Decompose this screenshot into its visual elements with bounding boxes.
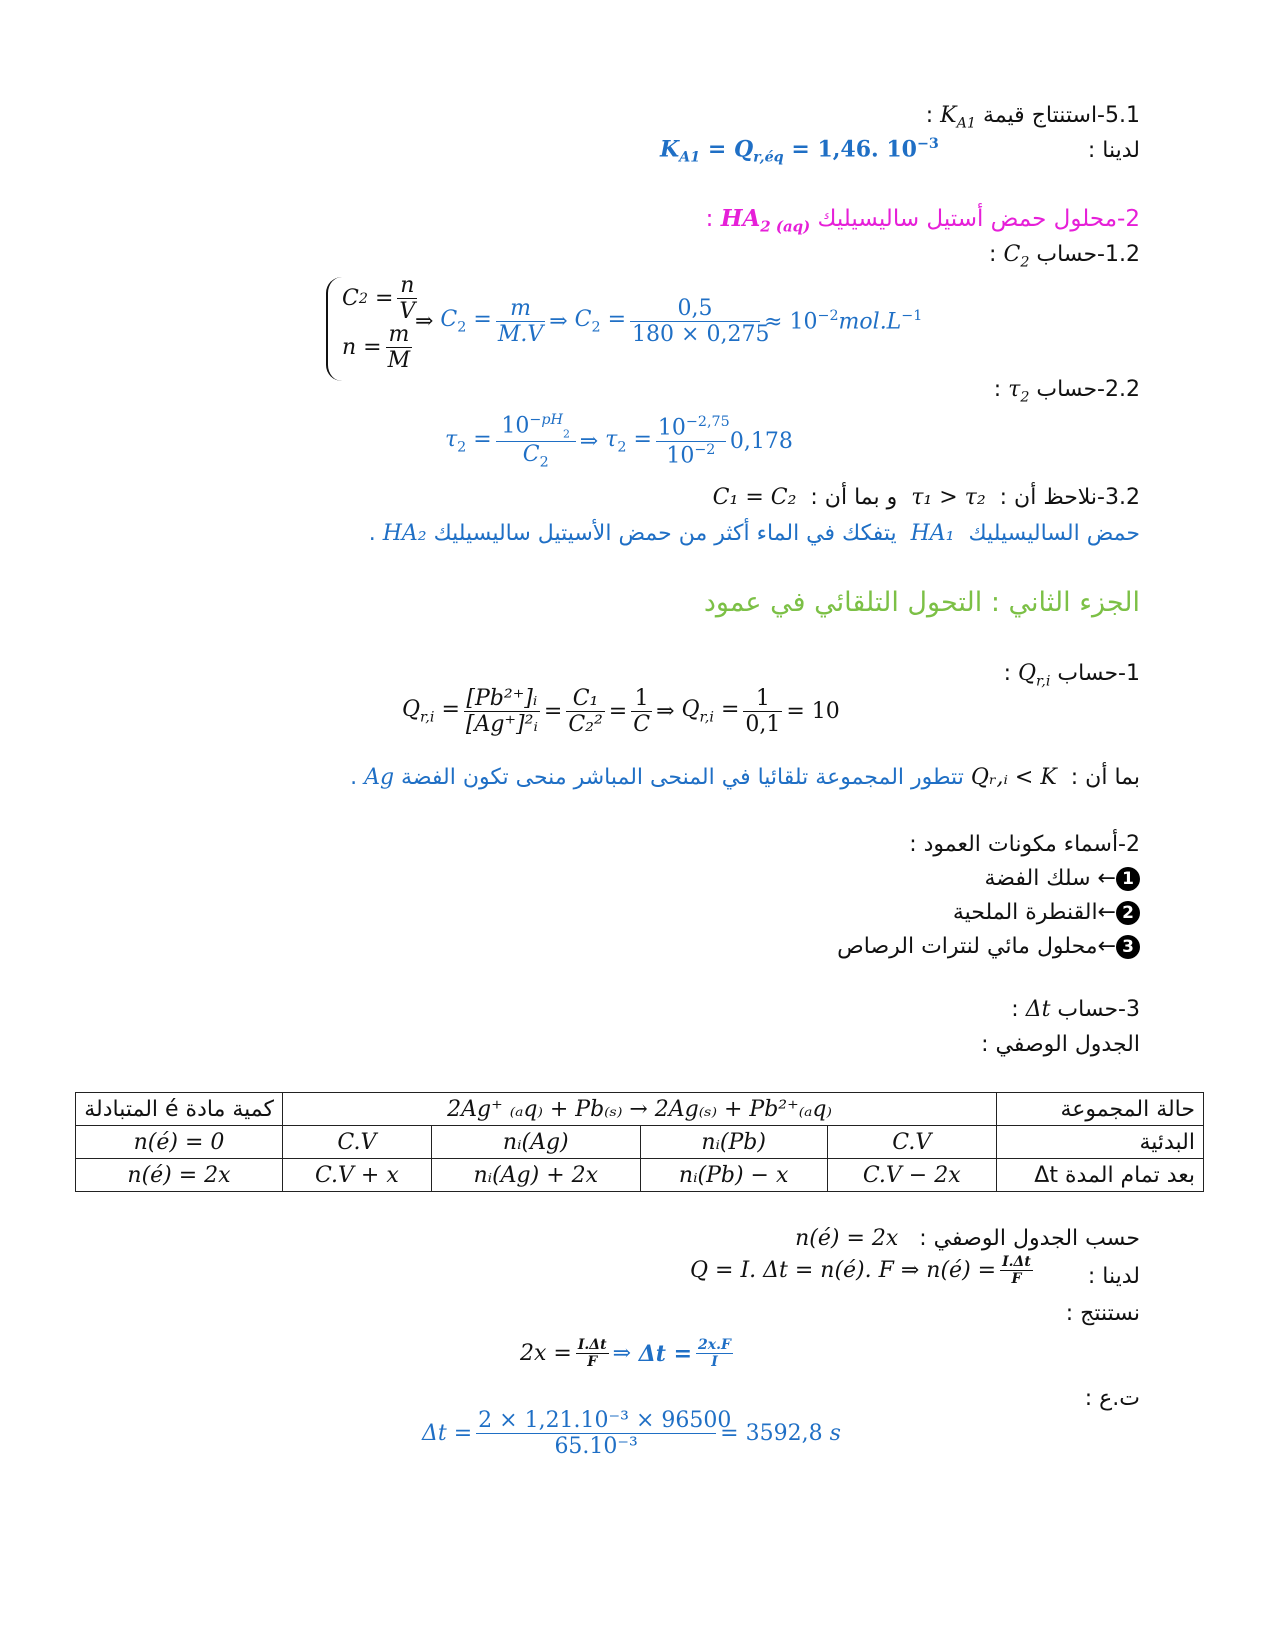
table-cell: nᵢ(Ag) + 2x xyxy=(431,1159,640,1192)
deduce-line: نستنتج : xyxy=(1065,1301,1140,1326)
s51-have: لدينا : xyxy=(1087,138,1140,163)
table-header-row xyxy=(76,1093,1204,1126)
table-cell: nᵢ(Ag) xyxy=(431,1126,640,1159)
s32-title: 3.2-نلاحظ أن : τ₁ > τ₂ و بما أن : C₁ = C₂ xyxy=(712,485,1140,510)
tau2-calculation: $\tau_2$ = $\frac{10^{-pH}_2}{C_2}$ ⇒ $\tau_2$ = $\frac{10^{-2,75}}{10^{-2}}$ 0,178 xyxy=(445,412,793,471)
table-cell: C.V + x xyxy=(283,1159,432,1192)
s51-title: 5.1-استنتاج قيمة $K_{A1}$ : xyxy=(925,103,1140,132)
numeric-application: ت.ع : xyxy=(1084,1386,1140,1411)
q2-title: 2-أسماء مكونات العمود : xyxy=(909,832,1140,857)
q3-table-title: الجدول الوصفي : xyxy=(981,1032,1140,1057)
final-result: Δt = $\frac{\text{2 × 1,21.10⁻³ × 96500}}{\text{65.10⁻³}}$ = 3592,8 s xyxy=(422,1408,841,1459)
cell-component-2: 2←القنطرة الملحية xyxy=(953,900,1140,925)
header-exchange: كمية مادة é المتبادلة xyxy=(76,1093,283,1126)
row-label-final: بعد تمام المدة Δt xyxy=(997,1159,1204,1192)
have-line: لدينا : xyxy=(1087,1264,1140,1289)
table-cell: C.V xyxy=(283,1126,432,1159)
per-table-line: حسب الجدول الوصفي : n(é) = 2x xyxy=(795,1226,1140,1251)
part2-heading: 2-محلول حمض أستيل ساليسيليك $HA_{2 (aq)}$ : xyxy=(705,205,1140,236)
s22-title: 2.2-حساب $\tau_2$ : xyxy=(993,377,1140,406)
qri-calculation: $Q_{r,i}$ = $\frac{\text{[Pb²⁺]ᵢ}}{\text{[Ag⁺]²ᵢ}}$ = $\frac{\text{C₁}}{\text{C₂²}}$ = $\frac{1}{C}$ ⇒ $Q_{r,i}$ = $\frac{1}{0,1}$ = 10 xyxy=(402,686,840,737)
q1-conclusion: بما أن : Qᵣ,ᵢ < K تتطور المجموعة تلقائيا في المنحى المباشر منحى تكون الفضة Ag . xyxy=(350,765,1140,790)
table-cell: C.V − 2x xyxy=(827,1159,996,1192)
charge-equation: Q = I. Δt = n(é). F ⇒ n(é) = $\frac{I.\Delta t}{F}$ xyxy=(690,1254,1031,1287)
table-row xyxy=(76,1159,1204,1192)
ka1-equation: $K_{A1} = Q_{r,éq} = 1,46$. $10^{-3}$ xyxy=(660,136,939,166)
table-cell: C.V xyxy=(827,1126,996,1159)
table-cell: n(é) = 2x xyxy=(76,1159,283,1192)
header-state: حالة المجموعة xyxy=(997,1093,1204,1126)
cell-component-1: 1← سلك الفضة xyxy=(985,866,1141,891)
q3-title: 3-حساب Δt : xyxy=(1011,997,1140,1022)
c2-calculation: ⇒ $C_2$ = $\frac{m}{M.V}$ ⇒ $C_2$ = $\frac{0,5}{180 \times 0,275}$ ≈ $10^{-2}mol.L^{-1}$ xyxy=(415,296,923,347)
c2-line2: n = $\frac{m}{M}$ xyxy=(342,322,411,373)
table-cell: n(é) = 0 xyxy=(76,1126,283,1159)
c2-line1: C 2 = $\frac{n}{V}$ xyxy=(342,273,416,324)
part-two-title: الجزء الثاني : التحول التلقائي في عمود xyxy=(703,587,1140,618)
dt-derivation: 2x = $\frac{I.\Delta t}{F}$ ⇒ Δt = $\frac{2x.F}{I}$ xyxy=(520,1337,731,1370)
header-equation: 2Ag⁺ ₍ₐq₎ + Pb₍ₛ₎ → 2Ag₍ₛ₎ + Pb²⁺₍ₐq₎ xyxy=(283,1093,997,1126)
q1-title: 1-حساب $Q_{r,i}$ : xyxy=(1003,661,1140,690)
s12-title: 1.2-حساب $C_2$ : xyxy=(989,242,1140,271)
s32-conclusion: حمض الساليسيليك HA₁ يتفكك في الماء أكثر من حمض الأسيتيل ساليسيليك HA₂ . xyxy=(368,521,1140,546)
table-row xyxy=(76,1126,1204,1159)
table-cell: nᵢ(Pb) xyxy=(640,1126,827,1159)
table-cell: nᵢ(Pb) − x xyxy=(640,1159,827,1192)
row-label-initial: البدئية xyxy=(997,1126,1204,1159)
progress-table xyxy=(75,1092,1204,1192)
cell-component-3: 3←محلول مائي لنترات الرصاص xyxy=(837,934,1140,959)
